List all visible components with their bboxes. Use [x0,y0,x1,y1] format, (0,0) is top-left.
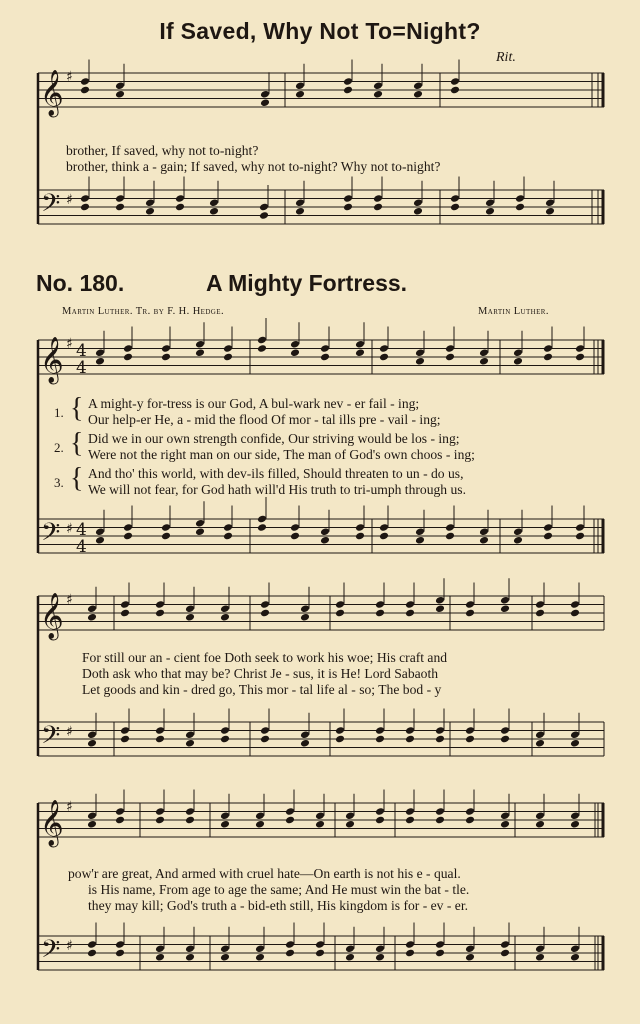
note-head [95,357,105,366]
note-head [145,207,155,216]
note-head [120,609,130,618]
note-head [161,353,171,362]
note-head [535,820,545,829]
verse-brace-2: { [70,428,84,459]
note-head [465,735,475,744]
note-head [570,820,580,829]
note-head [220,735,230,744]
note-head [155,609,165,618]
note-head [87,613,97,622]
note-head [465,609,475,618]
note-head [343,86,353,95]
prev-lyric-line-1: brother, If saved, why not to-night? [66,143,259,158]
note-head [375,816,385,825]
note-head [175,203,185,212]
note-head [485,207,495,216]
note-head [405,609,415,618]
note-head [415,357,425,366]
note-head [257,344,267,353]
note-head [115,90,125,99]
note-head [285,816,295,825]
note-head [123,353,133,362]
key-signature-sharp: ♯ [66,799,73,815]
note-head [535,739,545,748]
note-head [260,609,270,618]
note-head [155,816,165,825]
bass-clef: 𝄢 [41,189,61,224]
note-head [320,536,330,545]
note-head [435,816,445,825]
note-head [115,203,125,212]
previous-hymn-title: If Saved, Why Not To=Night? [159,18,481,44]
time-signature-top: 4 [76,520,87,540]
note-head [335,735,345,744]
note-head [379,532,389,541]
treble-clef: 𝄞 [40,800,64,846]
note-head [575,353,585,362]
key-signature-sharp: ♯ [66,592,73,608]
note-head [450,203,460,212]
note-head [155,735,165,744]
note-head [445,353,455,362]
note-head [535,953,545,962]
note-head [379,353,389,362]
key-signature-sharp: ♯ [66,521,73,537]
verse-2-line-2: Were not the right man on our side, The man of God's own choos - ing; [88,447,475,462]
verse-number-3: 3. [54,475,64,490]
treble-clef: 𝄞 [40,337,64,383]
note-head [155,953,165,962]
note-head [87,739,97,748]
hymn-number: No. 180. [36,270,125,296]
system-3-lyric-1: pow'r are great, And armed with cruel hate—On earth is not his e - qual. [68,866,461,881]
verse-3-line-1: And tho' this world, with dev-ils filled, Should threaten to un - do us, [88,466,464,481]
note-head [185,816,195,825]
note-head [335,609,345,618]
note-head [195,348,205,357]
note-head [80,86,90,95]
note-head [220,820,230,829]
verse-3-line-2: We will not fear, for God hath will'd His truth to tri-umph through us. [88,482,466,497]
note-head [515,203,525,212]
verse-number-2: 2. [54,440,64,455]
note-head [355,532,365,541]
note-head [479,536,489,545]
note-head [465,816,475,825]
bass-clef: 𝄢 [41,935,61,970]
system-3-lyric-3: they may kill; God's truth a - bid-eth still, His kingdom is for - ev - er. [88,898,469,913]
note-head [435,604,445,613]
note-head [259,211,269,220]
note-head [375,735,385,744]
note-head [185,739,195,748]
note-head [195,527,205,536]
note-head [80,203,90,212]
system-3-lyric-2: is His name, From age to age the same; And He must win the bat - tle. [88,882,470,897]
key-signature-sharp: ♯ [66,938,73,954]
note-head [465,953,475,962]
verse-2-line-1: Did we in our own strength confide, Our striving would be los - ing; [88,431,460,446]
note-head [120,735,130,744]
note-head [295,207,305,216]
bass-clef: 𝄢 [41,518,61,553]
note-head [185,613,195,622]
bass-clef: 𝄢 [41,721,61,756]
note-head [315,949,325,958]
note-head [161,532,171,541]
treble-clef: 𝄞 [40,593,64,639]
verse-brace-3: { [70,463,84,494]
note-head [535,609,545,618]
note-head [373,203,383,212]
note-head [220,613,230,622]
note-head [405,735,415,744]
note-head [405,816,415,825]
note-head [260,98,270,107]
notes [80,60,585,962]
time-signature-bottom: 4 [76,358,87,378]
words-credit: Martin Luther. Tr. by F. H. Hedge. [62,306,224,317]
hymn-title: A Mighty Fortress. [206,270,408,296]
note-head [413,207,423,216]
note-head [570,609,580,618]
music-credit: Martin Luther. [478,306,549,317]
note-head [570,739,580,748]
time-signature-top: 4 [76,341,87,361]
note-head [320,353,330,362]
prev-lyric-line-2: brother, think a - gain; If saved, why not to-night? Why not to-night? [66,159,441,174]
note-head [87,820,97,829]
note-head [543,532,553,541]
note-head [115,816,125,825]
note-head [405,949,415,958]
note-head [513,357,523,366]
note-head [500,949,510,958]
note-head [373,90,383,99]
time-signature-bottom: 4 [76,537,87,557]
system-2-lyric-1: For still our an - cient foe Doth seek to work his woe; His craft and [82,650,448,665]
note-head [290,532,300,541]
note-head [450,86,460,95]
verse-1-line-2: Our help-er He, a - mid the flood Of mor - tal ills pre - vail - ing; [88,412,441,427]
note-head [355,348,365,357]
note-head [295,90,305,99]
note-head [209,207,219,216]
system-2-lyric-3: Let goods and kin - dred go, This mor - tal life al - so; The bod - y [82,682,442,697]
treble-clef: 𝄞 [40,70,64,116]
note-head [435,949,445,958]
ritardando-mark: Rit. [496,50,516,65]
note-head [435,735,445,744]
note-head [570,953,580,962]
note-head [315,820,325,829]
verse-brace-1: { [70,393,84,424]
note-head [290,348,300,357]
note-head [500,604,510,613]
note-head [345,953,355,962]
note-head [500,820,510,829]
note-head [223,353,233,362]
note-head [545,207,555,216]
note-head [500,735,510,744]
note-head [300,613,310,622]
note-head [257,523,267,532]
note-head [575,532,585,541]
note-head [345,820,355,829]
note-head [375,953,385,962]
note-head [300,739,310,748]
key-signature-sharp: ♯ [66,724,73,740]
note-head [285,949,295,958]
verse-number-1: 1. [54,405,64,420]
note-head [415,536,425,545]
note-head [185,953,195,962]
note-head [343,203,353,212]
note-head [513,536,523,545]
note-head [223,532,233,541]
verse-1-line-1: A might-y for-tress is our God, A bul-wark nev - er fail - ing; [88,396,420,411]
note-head [220,953,230,962]
note-head [413,90,423,99]
key-signature-sharp: ♯ [66,192,73,208]
key-signature-sharp: ♯ [66,336,73,352]
note-head [445,532,455,541]
note-head [255,953,265,962]
note-head [543,353,553,362]
note-head [255,820,265,829]
note-head [95,536,105,545]
note-head [260,735,270,744]
system-2-lyric-2: Doth ask who that may be? Christ Je - sus, it is He! Lord Sabaoth [82,666,439,681]
note-head [479,357,489,366]
note-head [375,609,385,618]
note-head [115,949,125,958]
note-head [87,949,97,958]
key-signature-sharp: ♯ [66,69,73,85]
note-head [123,532,133,541]
